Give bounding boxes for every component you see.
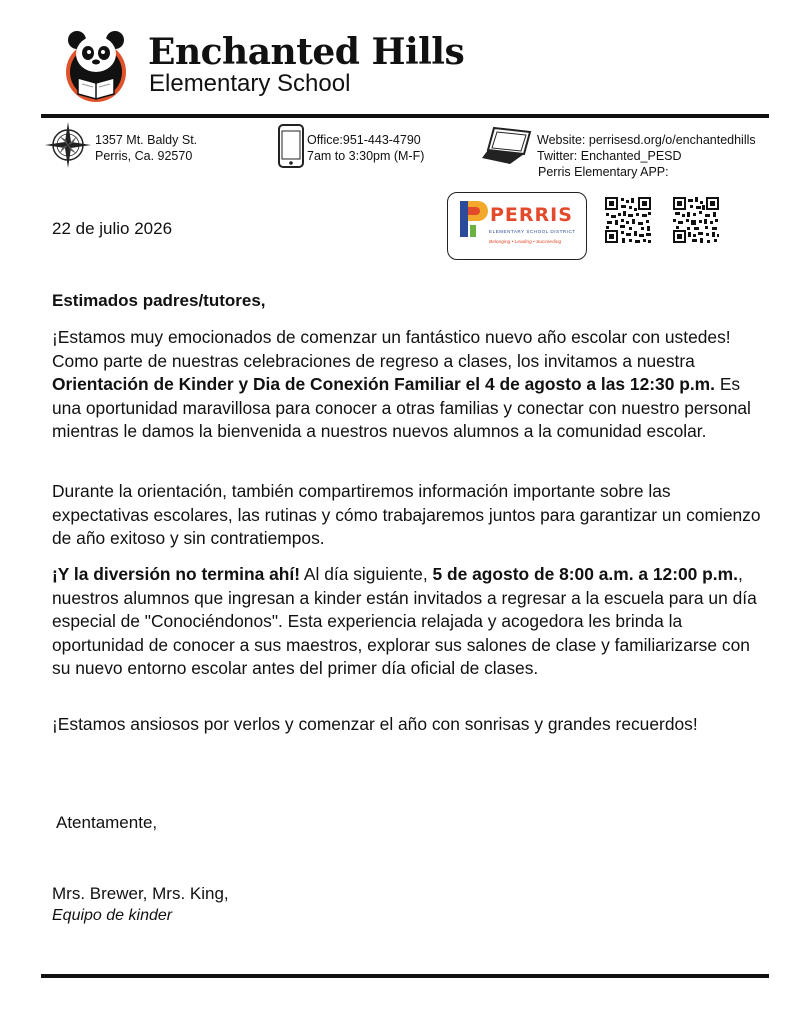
letter-signers: Mrs. Brewer, Mrs. King,: [52, 884, 229, 903]
perris-subtitle: ELEMENTARY SCHOOL DISTRICT: [489, 229, 576, 234]
qr-code-icon[interactable]: [604, 196, 652, 244]
laptop-icon: [480, 126, 532, 166]
letter-closing: Atentamente,: [56, 813, 158, 832]
compass-rose-icon: [44, 121, 92, 169]
office-phone: Office:951-443-4790: [307, 133, 421, 147]
address-line1: 1357 Mt. Baldy St.: [95, 133, 198, 147]
p1-text-2: Es una oportunidad maravillosa para conocer a otras familias y conectar con nuestro personal mientras le damos la bienvenida a nuestros nuevos alumnos a la comunidad escolar.: [52, 374, 751, 441]
letter-date: 22 de julio 2026: [52, 219, 173, 238]
p3-bold-date: 5 de agosto de 8:00 a.m. a 12:00 p.m.: [432, 564, 738, 584]
office-block: [307, 132, 424, 164]
p3-text-1: Al día siguiente,: [300, 564, 433, 584]
office-hours: 7am to 3:30pm (M-F): [307, 149, 425, 163]
web-block: [537, 132, 756, 180]
p1-text-1: ¡Estamos muy emocionados de comenzar un fantástico nuevo año escolar con ustedes! Como parte de nuestras celebraciones de regreso a clases, los invitamos a nuestra: [52, 327, 731, 371]
school-subtitle: Elementary School: [149, 70, 351, 97]
website-link[interactable]: Website: perrisesd.org/o/enchantedhills: [537, 133, 756, 147]
perris-tagline: Belonging • Leading • Succeeding: [489, 240, 562, 245]
panda-reading-icon: [64, 28, 128, 104]
smartphone-icon: [274, 123, 308, 169]
perris-p-icon: [458, 199, 488, 239]
perris-wordmark: PERRIS: [490, 204, 573, 226]
letter-greeting: Estimados padres/tutores,: [52, 291, 266, 310]
address-block: [95, 132, 197, 164]
p1-bold-event: Orientación de Kinder y Dia de Conexión Familiar el 4 de agosto a las 12:30 p.m.: [52, 374, 715, 394]
paragraph-4: ¡Estamos ansiosos por verlos y comenzar el año con sonrisas y grandes recuerdos!: [52, 714, 698, 734]
letter-team: Equipo de kinder: [52, 907, 173, 924]
footer-divider: [41, 974, 769, 978]
paragraph-1: [52, 326, 768, 444]
qr-code-icon[interactable]: [672, 196, 720, 244]
app-label: Perris Elementary APP:: [538, 165, 669, 179]
p3-text-2: , nuestros alumnos que ingresan a kinder están invitados a regresar a la escuela para un día especial de "Conociéndonos". Esta experiencia relajada y acogedora les brinda la oportunidad de conocer a sus maestros, explorar sus salones de clase y familiarizarse con su nuevo entorno escolar antes del primer día oficial de clases.: [52, 564, 757, 678]
school-name: Enchanted Hills: [148, 31, 465, 73]
paragraph-2: Durante la orientación, también compartiremos información importante sobre las expectativas escolares, las rutinas y cómo trabajaremos juntos para garantizar un comienzo de año exitoso y sin contratiempos.: [52, 481, 761, 548]
twitter-handle[interactable]: Twitter: Enchanted_PESD: [537, 149, 682, 163]
address-line2: Perris, Ca. 92570: [95, 149, 193, 163]
paragraph-3: [52, 563, 768, 681]
p3-bold-intro: ¡Y la diversión no termina ahí!: [52, 564, 301, 584]
header-divider: [41, 114, 769, 118]
